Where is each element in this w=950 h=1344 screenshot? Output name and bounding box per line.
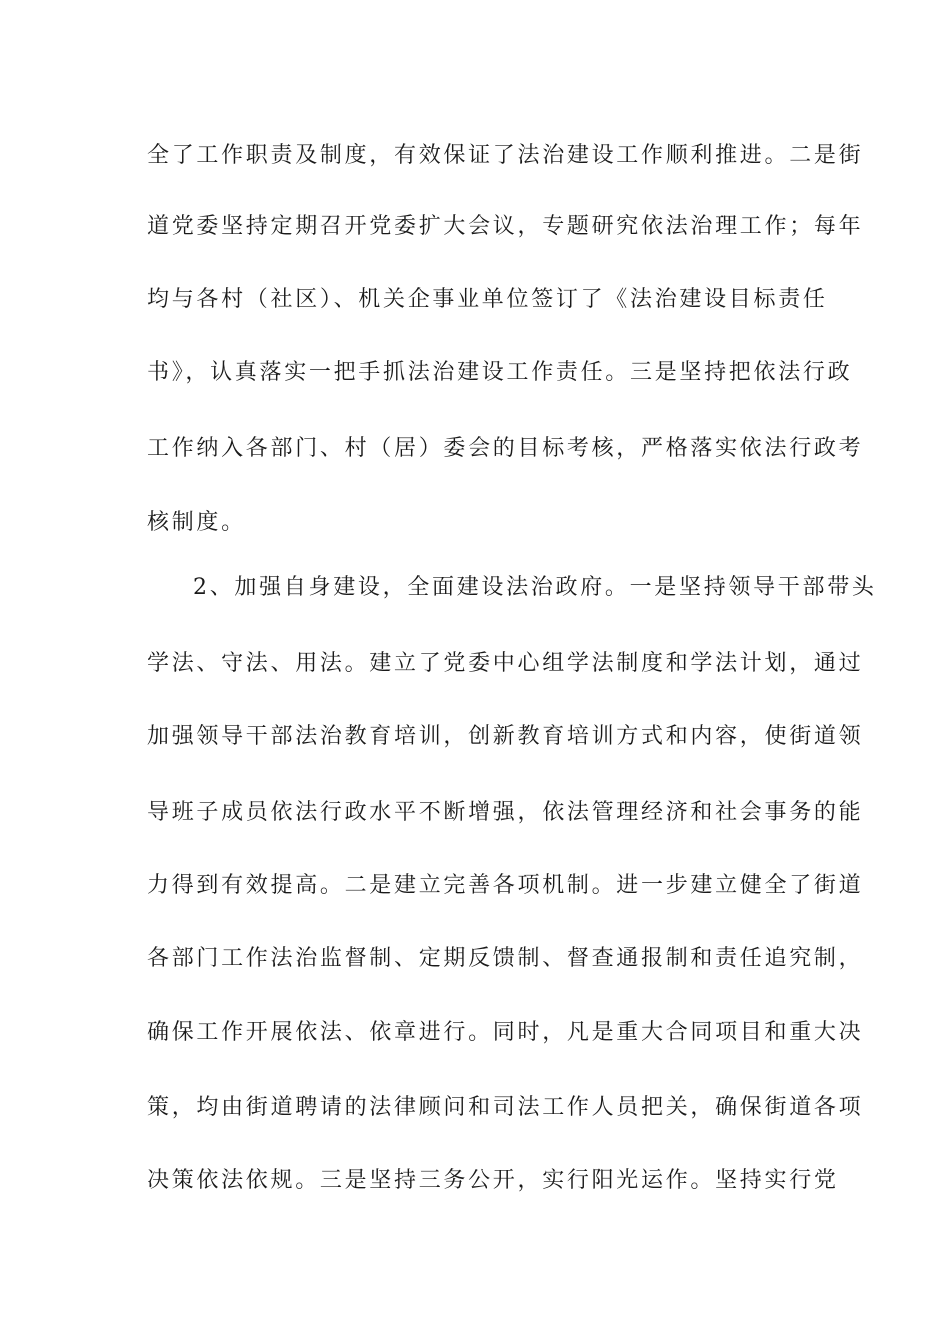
text-line: 学法、守法、用法。建立了党委中心组学法制度和学法计划，通过 bbox=[147, 651, 864, 676]
text-line: 确保工作开展依法、依章进行。同时，凡是重大合同项目和重大决 bbox=[147, 1020, 864, 1045]
text-line: 工作纳入各部门、村（居）委会的目标考核，严格落实依法行政考 bbox=[147, 436, 864, 461]
text-line: 力得到有效提高。二是建立完善各项机制。进一步建立健全了街道 bbox=[147, 873, 864, 898]
text-line: 全了工作职责及制度，有效保证了法治建设工作顺利推进。二是街 bbox=[147, 143, 864, 168]
text-line: 均与各村（社区）、机关企事业单位签订了《法治建设目标责任 bbox=[147, 287, 828, 312]
text-line: 决策依法依规。三是坚持三务公开，实行阳光运作。坚持实行党 bbox=[147, 1168, 839, 1193]
text-line: 导班子成员依法行政水平不断增强，依法管理经济和社会事务的能 bbox=[147, 800, 864, 825]
text-line: 策，均由街道聘请的法律顾问和司法工作人员把关，确保街道各项 bbox=[147, 1095, 864, 1120]
text-line: 书》，认真落实一把手抓法治建设工作责任。三是坚持把依法行政 bbox=[147, 360, 853, 385]
text-line: 核制度。 bbox=[147, 510, 246, 535]
paragraph-first-line: 2、加强自身建设，全面建设法治政府。一是坚持领导干部带头 bbox=[193, 575, 877, 600]
text-line: 道党委坚持定期召开党委扩大会议，专题研究依法治理工作；每年 bbox=[147, 214, 864, 239]
text-line: 各部门工作法治监督制、定期反馈制、督查通报制和责任追究制， bbox=[147, 946, 864, 971]
text-line: 加强领导干部法治教育培训，创新教育培训方式和内容，使街道领 bbox=[147, 724, 864, 749]
